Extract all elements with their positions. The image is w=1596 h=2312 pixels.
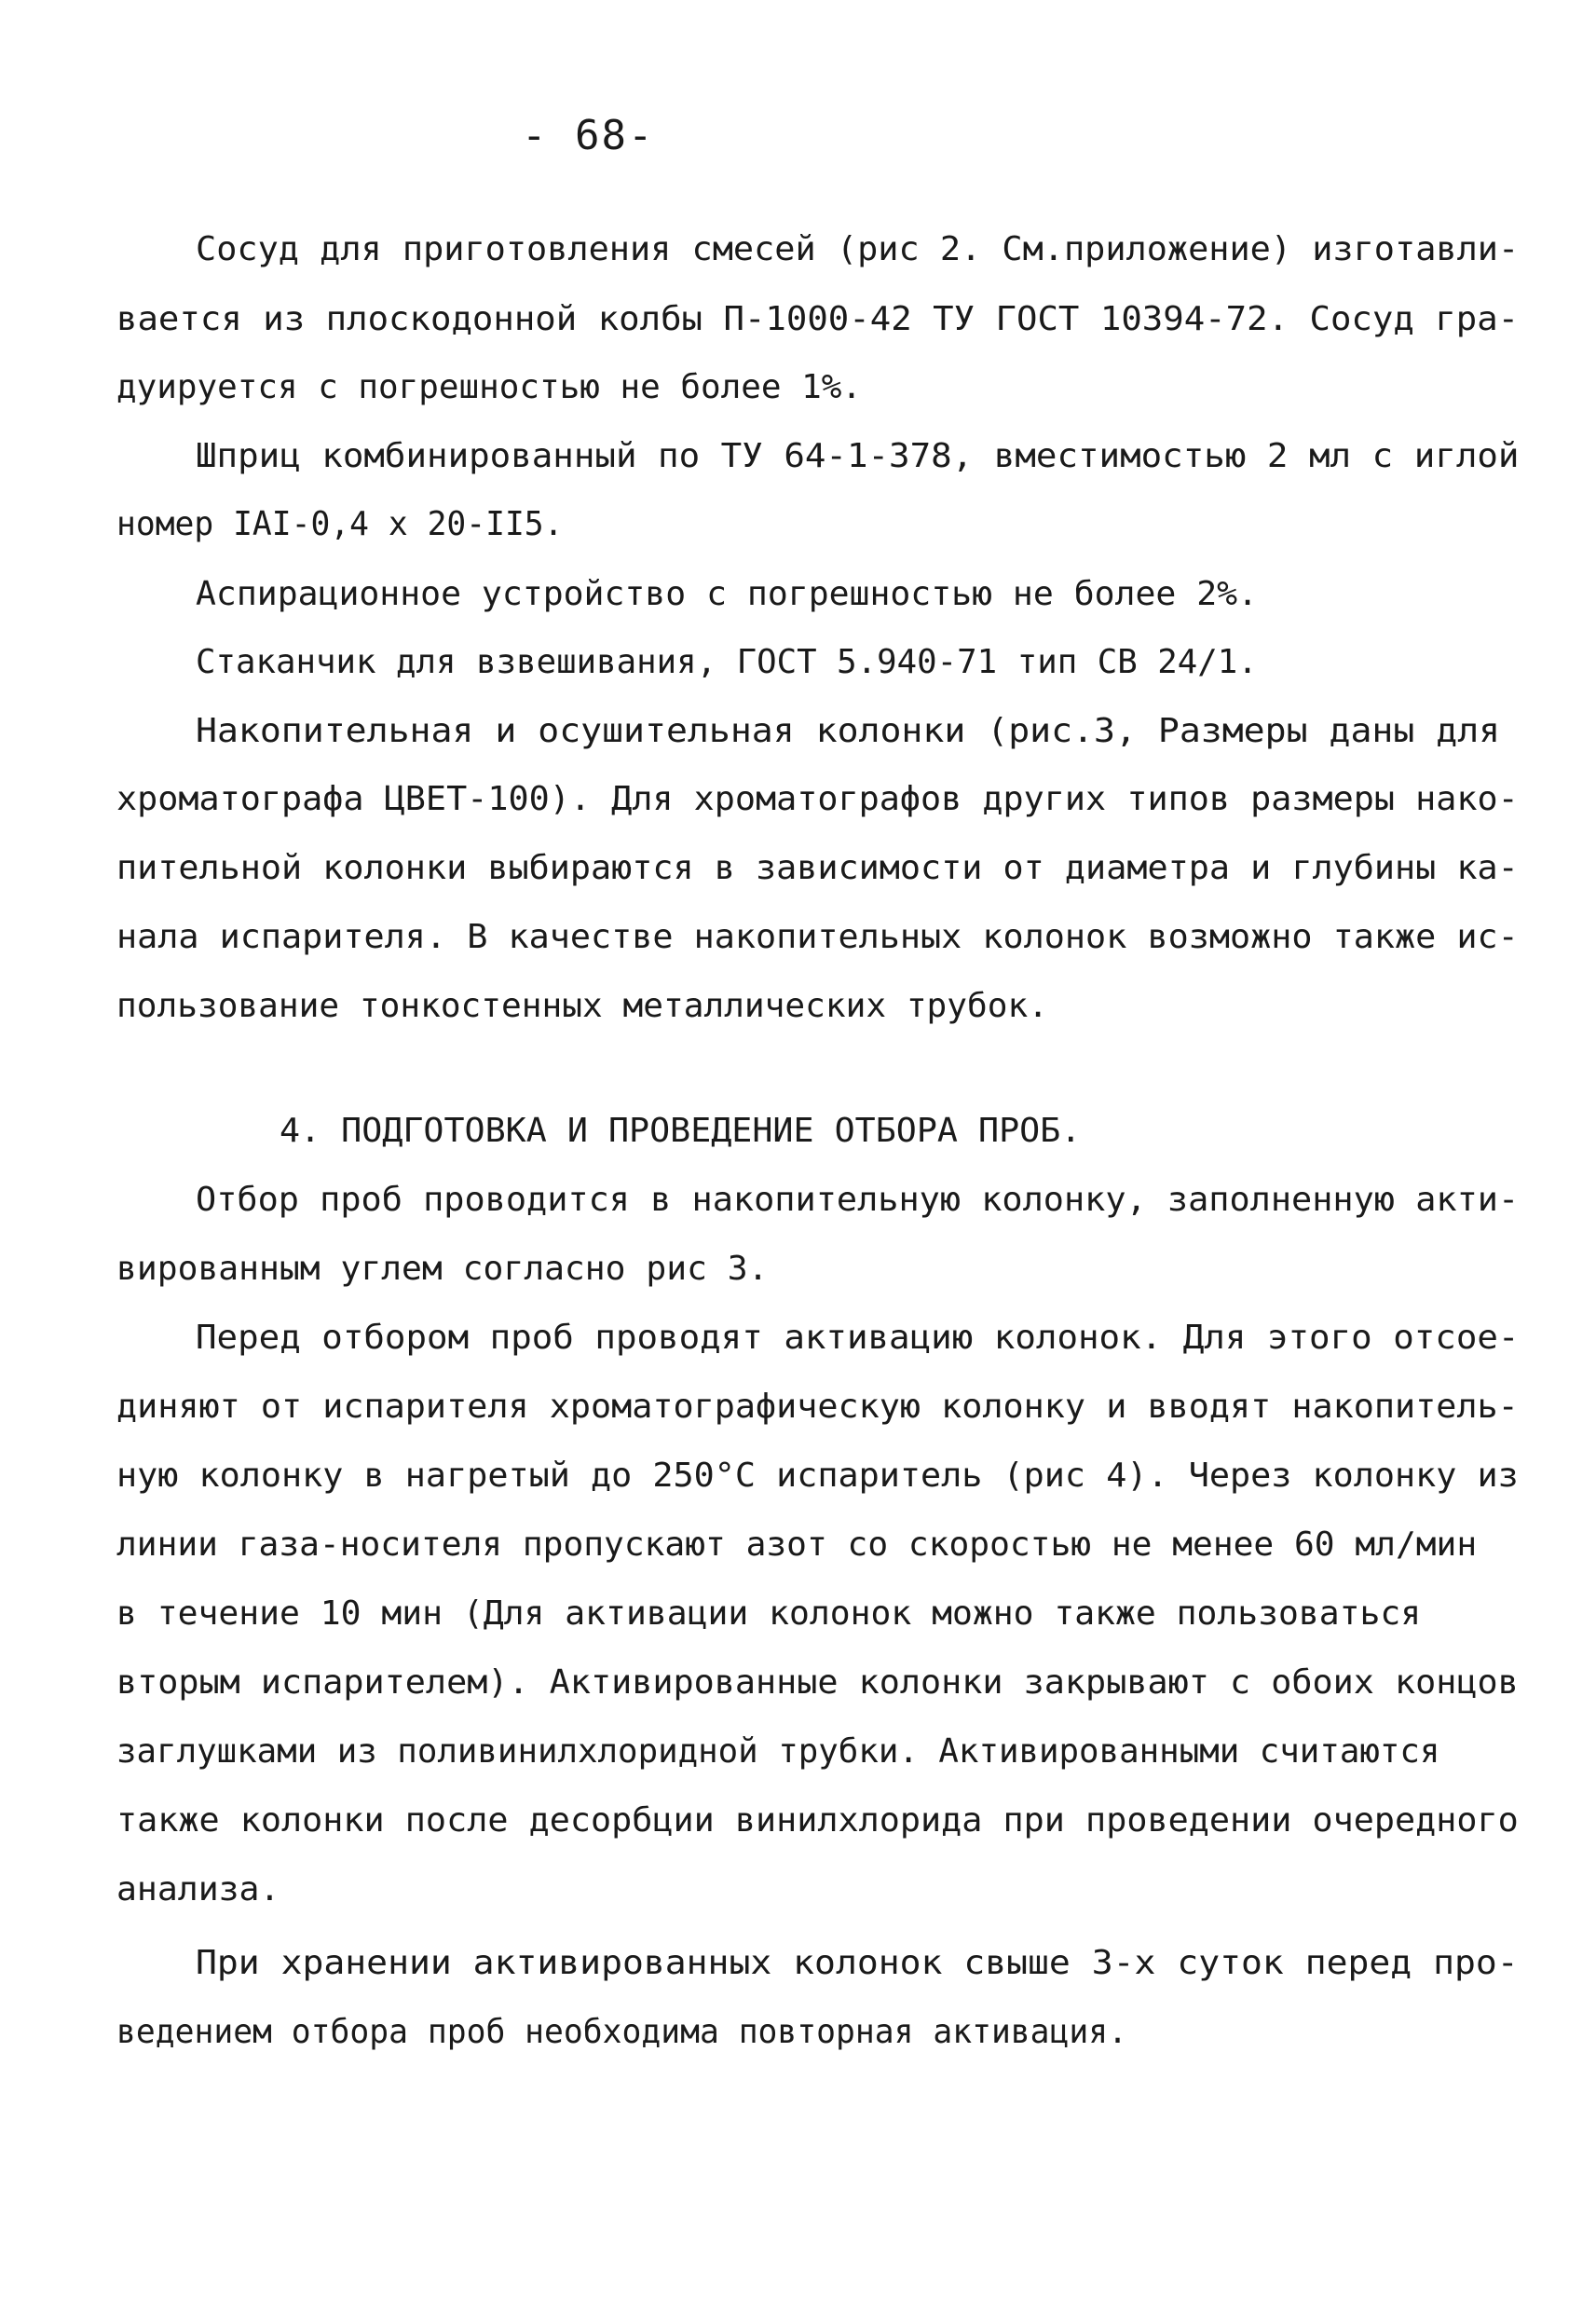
text-line: Сосуд для приготовления смесей (рис 2. См.приложение) изготавли- [196,230,1520,268]
text-line: диняют от испарителя хроматографическую колонку и вводят накопитель- [116,1388,1519,1426]
text-line: вторым испарителем). Активированные колонки закрывают с обоих концов [116,1663,1519,1702]
page-number: - 68- [522,112,655,159]
text-line: заглушками из поливинилхлоридной трубки. Активированными считаются [116,1732,1440,1771]
text-line: в течение 10 мин (Для активации колонок можно также пользоваться [116,1594,1422,1633]
text-line: ную колонку в нагретый до 250°С испаритель (рис 4). Через колонку из [116,1457,1519,1495]
text-line: Накопительная и осушительная колонки (рис.3, Размеры даны для [196,712,1501,750]
text-line: ведением отбора проб необходима повторная активация. [116,2013,1128,2051]
text-line: пительной колонки выбираются в зависимости от диаметра и глубины ка- [116,849,1519,887]
text-line: анализа. [116,1870,280,1908]
text-line: также колонки после десорбции винилхлорида при проведении очередного [116,1801,1519,1840]
text-line: дуируется с погрешностью не более 1%. [116,368,862,406]
text-line: вированным углем согласно рис 3. [116,1250,769,1288]
text-line: Отбор проб проводится в накопительную колонку, заполненную акти- [196,1181,1520,1219]
text-line: Шприц комбинированный по ТУ 64-1-378, вместимостью 2 мл с иглой [196,437,1520,475]
text-line: пользование тонкостенных металлических трубок. [116,987,1048,1025]
text-line: хроматографа ЦВЕТ-100). Для хроматографов других типов размеры нако- [116,780,1519,818]
text-line: номер IAI-0,4 x 20-II5. [116,505,564,543]
text-line: нала испарителя. В качестве накопительных колонок возможно также ис- [116,918,1519,956]
text-line: Перед отбором проб проводят активацию колонок. Для этого отсое- [196,1319,1520,1357]
section-heading: 4. ПОДГОТОВКА И ПРОВЕДЕНИЕ ОТБОРА ПРОБ. [280,1112,1082,1150]
text-line: Аспирационное устройство с погрешностью не более 2%. [196,575,1259,613]
text-line: При хранении активированных колонок свыше 3-х суток перед про- [196,1944,1519,1982]
text-line: линии газа-носителя пропускают азот со скоростью не менее 60 мл/мин [116,1525,1478,1564]
text-line: вается из плоскодонной колбы П-1000-42 ТУ ГОСТ 10394-72. Сосуд гра- [116,300,1520,338]
text-line: Стаканчик для взвешивания, ГОСТ 5.940-71 тип СВ 24/1. [196,643,1258,681]
